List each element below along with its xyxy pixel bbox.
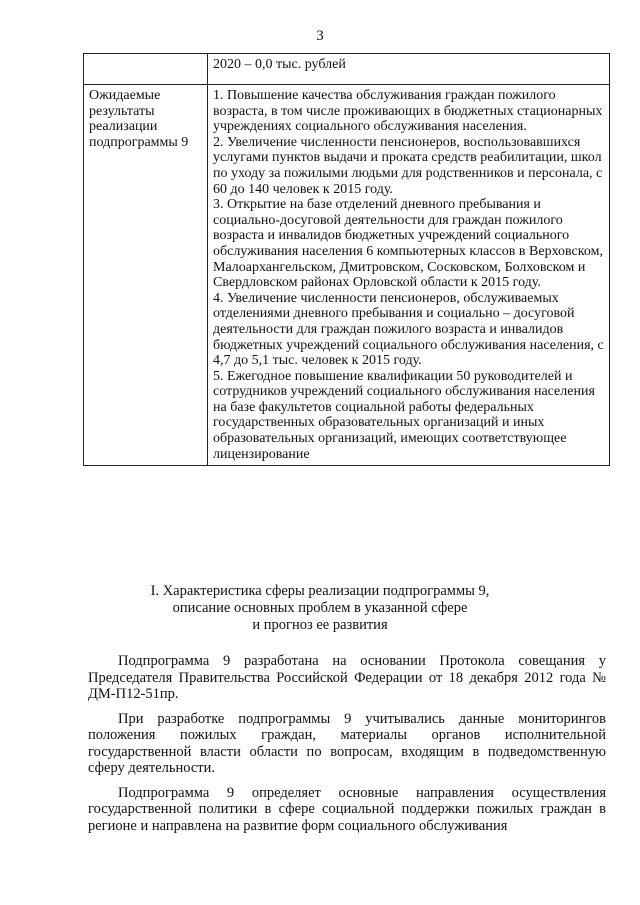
table-row [84, 54, 610, 85]
result-item: 1. Повышение качества обслуживания граждан пожилого возраста, в том числе проживающих в бюджетных стационарных учреждениях социального обслуживания населения. [213, 88, 603, 135]
paragraph: Подпрограмма 9 определяет основные направления осуществления государственной политики в сфере социальной поддержки пожилых граждан в регионе и направлена на развитие форм социального обслуживания [88, 784, 606, 834]
page-number: 3 [316, 28, 324, 44]
table-row [84, 85, 610, 466]
section-heading-line: и прогноз ее развития [252, 617, 388, 633]
result-item: 2. Увеличение численности пенсионеров, воспользовавшихся услугами пунктов выдачи и проката средств реабилитации, школ по уходу за пожилыми людьми для родственников и персонала, с 60 до 140 человек к 2015 году. [213, 134, 603, 197]
table-cell-label [84, 54, 208, 85]
table-cell-funding-2020: 2020 – 0,0 тыс. рублей [208, 54, 610, 85]
section-heading-line: описание основных проблем в указанной сфере [172, 600, 468, 616]
result-item: 5. Ежегодное повышение квалификации 50 руководителей и сотрудников учреждений социального обслуживания населения на базе факультетов социальной работы федеральных государственных образовательных организаций и иных образовательных организаций, имеющих соответствующее лицензирование [213, 368, 595, 462]
body-text [88, 653, 606, 842]
program-passport-table [83, 53, 610, 466]
section-heading-line: I. Характеристика сферы реализации подпрограммы 9, [150, 583, 490, 599]
table-cell-expected-results [208, 85, 610, 466]
result-item: 4. Увеличение численности пенсионеров, обслуживаемых отделениями дневного пребывания и социально – досуговой деятельности для граждан пожилого возраста и инвалидов бюджетных учреждений социального обслуживания населения, с 4,7 до 5,1 тыс. человек к 2015 году. [213, 290, 604, 369]
table-cell-label-expected-results: Ожидаемые результаты реализации подпрограммы 9 [84, 85, 208, 466]
result-item: 3. Открытие на базе отделений дневного пребывания и социально-досуговой деятельности для граждан пожилого возраста и инвалидов бюджетных учреждений социального обслуживания населения 6 компьютерных классов в Верховском, Малоархангельском, Дмитровском, Сосковском, Болховском и Свердловском районах Орловской области к 2015 году. [213, 197, 603, 291]
section-heading [60, 583, 580, 634]
paragraph: Подпрограмма 9 разработана на основании Протокола совещания у Председателя Правительства Российской Федерации от 18 декабря 2012 года № ДМ-П12-51пр. [88, 653, 606, 702]
paragraph: При разработке подпрограммы 9 учитывались данные мониторингов положения пожилых граждан, материалы органов исполнительной государственной власти области по вопросам, входящим в подведомственную сферу деятельности. [88, 710, 606, 776]
